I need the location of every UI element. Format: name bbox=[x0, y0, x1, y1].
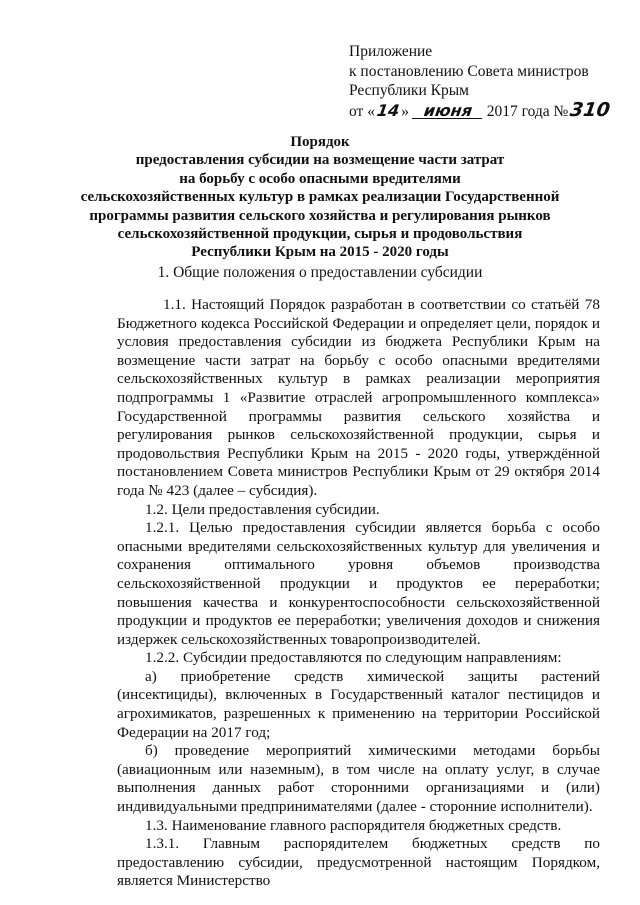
title-line-7: Республики Крым на 2015 - 2020 годы bbox=[191, 244, 449, 261]
section-heading: 1. Общие положения о предоставлении субсидии bbox=[157, 264, 483, 281]
handwritten-month: июня bbox=[412, 103, 484, 119]
appendix-republic: Республики Крым bbox=[349, 82, 469, 99]
title-line-4: сельскохозяйственных культур в рамках реализации Государственной bbox=[80, 189, 560, 206]
date-year: 2017 года № bbox=[486, 102, 569, 120]
appendix-label: Приложение bbox=[349, 43, 433, 60]
title-line-2: предоставления субсидии на возмещение части затрат bbox=[135, 152, 505, 169]
paragraph-1-3-1: 1.3.1. Главным распорядителем бюджетных средств по предоставлению субсидии, предусмотренной настоящим Порядком, является Министерство bbox=[117, 835, 600, 890]
document-body bbox=[117, 296, 600, 891]
paragraph-1-2: 1.2. Цели предоставления субсидии. bbox=[145, 500, 380, 518]
paragraph-1-3: 1.3. Наименование главного распорядителя бюджетных средств. bbox=[145, 816, 562, 834]
title-line-5: программы развития сельского хозяйства и регулирования рынков bbox=[89, 207, 551, 224]
handwritten-day: 14 bbox=[375, 100, 401, 120]
document-title bbox=[40, 133, 600, 262]
paragraph-1-2-2: 1.2.2. Субсидии предоставляются по следующим направлениям: bbox=[145, 649, 562, 667]
paragraph-1-2-1: 1.2.1. Целью предоставления субсидии является борьба с особо опасными вредителями сельскохозяйственных культур для увеличения и сохранения оптимального уровня объемов производства сельскохозяйственной продукции и продуктов ее переработки; повышения качества и конкурентоспособности сельскохозяйственной продукции и продуктов ее переработки; увеличения доходов и снижения издержек сельскохозяйственных товаропроизводителей. bbox=[117, 519, 600, 648]
paragraph-1-1: 1.1. Настоящий Порядок разработан в соответствии со статьёй 78 Бюджетного кодекса Российской Федерации и определяет цели, порядок и условия предоставления субсидии из бюджета Республики Крым на возмещение части затрат на борьбу с особо опасными вредителями сельскохозяйственных культур в рамках реализации мероприятия подпрограммы 1 «Развитие отраслей агропромышленного комплекса» Государственной программы развития сельского хозяйства и регулирования рынков сельскохозяйственной продукции, сырья и продовольствия Республики Крым на 2015 - 2020 годы, утверждённой постановлением Совета министров Республики Крым от 29 октября 2014 года № 423 (далее – субсидия). bbox=[117, 296, 600, 499]
handwritten-number: 310 bbox=[568, 98, 612, 121]
appendix-date-line bbox=[349, 98, 612, 122]
appendix-block bbox=[349, 42, 610, 121]
paragraph-b: б) проведение мероприятий химическими методами борьбы (авиационным или наземным), в том числе на оплату услуг, в случае выполнения данных работ сторонними организациями и (или) индивидуальными предпринимателями (далее - сторонние исполнители). bbox=[117, 742, 600, 816]
appendix-resolution: к постановлению Совета министров bbox=[349, 62, 589, 80]
paragraph-a: а) приобретение средств химической защиты растений (инсектициды), включенных в Государственный каталог пестицидов и агрохимикатов, разрешенных к применению на территории Российской Федерации на 2017 год; bbox=[117, 667, 600, 741]
title-line-3: на борьбу с особо опасными вредителями bbox=[179, 170, 461, 187]
date-mid: » bbox=[401, 102, 409, 120]
title-line-1: Порядок bbox=[290, 134, 350, 150]
date-prefix: от « bbox=[349, 102, 375, 120]
title-line-6: сельскохозяйственной продукции, сырья и продовольствия bbox=[117, 226, 523, 243]
